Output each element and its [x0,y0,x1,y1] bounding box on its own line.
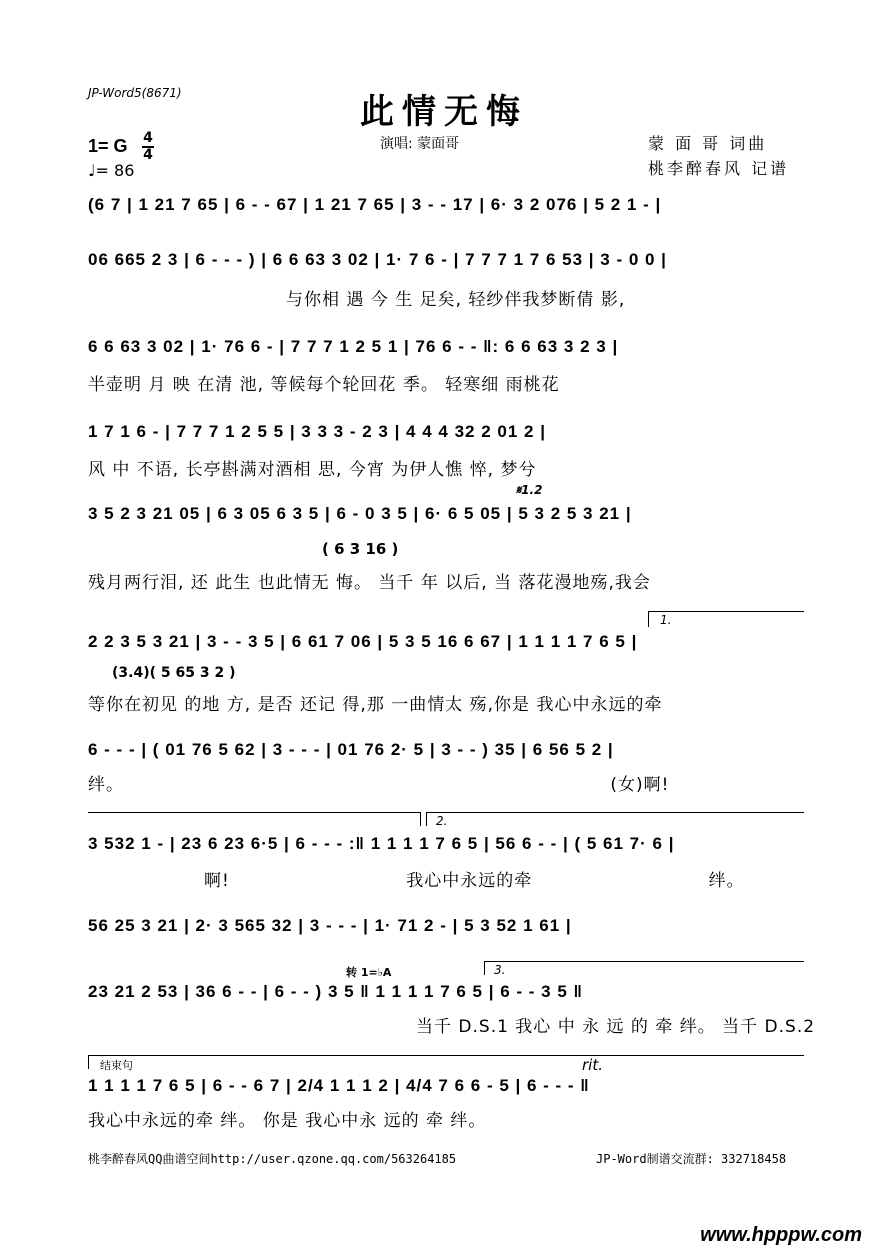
ending-3-label: 3. [494,963,506,977]
score-row-5-notes: 3 5 2 3 21 05 | 6 3 05 6 3 5 | 6 - 0 3 5 | 6· 6 5 05 | 5 3 2 5 3 21 | [88,504,632,523]
score-row-10-lyrics: 当千 D.S.1 我心 中 永 远 的 牵 绊。 当千 D.S.2 [416,1017,816,1037]
ending-1-label: 1. [660,613,672,627]
score-row-11-notes: 1 1 1 1 7 6 5 | 6 - - 6 7 | 2/4 1 1 1 2 | 4/4 7 6 6 - 5 | 6 - - - ‖ [88,1076,590,1095]
score-row-8-lyrics: 啊! 我心中永远的牵 绊。 [204,871,745,891]
software-label: JP-Word5(8671) [88,86,182,100]
score-row-5-lyrics: 残月两行泪, 还 此生 也此情无 悔。 当千 年 以后, 当 落花漫地殇,我会 [88,573,651,593]
time-numerator: 4 [143,130,153,146]
coda-label: 结束句 [100,1059,133,1072]
time-signature [142,132,154,162]
ending-1-bracket-tick [648,611,649,627]
score-row-7-notes: 6 - - - | ( 01 76 5 62 | 3 - - - | 01 76 2· 5 | 3 - - ) 35 | 6 56 5 2 | [88,740,614,759]
song-title: 此情无悔 [360,92,528,132]
ending-3-bracket [484,961,804,962]
ending-2-bracket [426,812,804,813]
score-row-10-notes: 23 21 2 53 | 36 6 - - | 6 - - ) 3 5 ‖ 1 1 1 1 7 6 5 | 6 - - 3 5 ‖ [88,982,583,1001]
key-signature: 1= G [88,136,128,156]
score-row-3-notes: 6 6 63 3 02 | 1· 76 6 - | 7 7 7 1 2 5 1 | 76 6 - - ‖: 6 6 63 3 2 3 | [88,337,619,356]
score-row-4-notes: 1 7 1 6 - | 7 7 7 1 2 5 5 | 3 3 3 - 2 3 | 4 4 4 32 2 01 2 | [88,422,546,441]
score-row-8-notes: 3 532 1 - | 23 6 23 6·5 | 6 - - - :‖ 1 1 1 1 7 6 5 | 56 6 - - | ( 5 61 7· 6 | [88,834,675,853]
ending-1-bracket-cont [88,812,420,813]
score-row-7-lyrics: 绊。 (女)啊! [88,775,670,795]
footer-right-credit: JP-Word制谱交流群: 332718458 [596,1152,787,1166]
segno-mark: 𝄋1.2 [516,483,543,497]
score-row-9-notes: 56 25 3 21 | 2· 3 565 32 | 3 - - - | 1· 71 2 - | 5 3 52 1 61 | [88,916,572,935]
ending-2-label: 2. [436,814,448,828]
ending-1-bracket [648,611,804,612]
tempo-mark: ♩= 86 [88,161,135,180]
site-watermark: www.hpppw.com [700,1224,862,1246]
ending-3-bracket-tick [484,961,485,975]
score-row-2-notes: 06 665 2 3 | 6 - - - ) | 6 6 63 3 02 | 1· 7 6 - | 7 7 7 1 7 6 53 | 3 - 0 0 | [88,250,667,269]
singer-credit: 演唱: 蒙面哥 [380,136,460,152]
score-row-11-lyrics: 我心中永远的牵 绊。 你是 我心中永 远的 牵 绊。 [88,1111,487,1131]
coda-bracket [88,1055,804,1056]
alt-notes-2: (3.4)( 5 65 3 2 ) [112,665,236,681]
rit-mark: rit. [582,1056,603,1074]
footer-left-credit: 桃李醉春风QQ曲谱空间http://user.qzone.qq.com/563264185 [88,1152,457,1166]
score-row-1-notes: (6 7 | 1 21 7 65 | 6 - - 67 | 1 21 7 65 | 3 - - 17 | 6· 3 2 076 | 5 2 1 - | [88,195,662,214]
score-row-3-lyrics: 半壶明 月 映 在清 池, 等候每个轮回花 季。 轻寒细 雨桃花 [88,375,560,395]
modulation-mark: 转 1=♭A [346,966,392,979]
ending-2-bracket-tick [426,812,427,826]
ending-1-bracket-end [420,812,421,826]
alt-notes-1: ( 6 3 16 ) [322,540,399,558]
score-row-2-lyrics: 与你相 遇 今 生 足矣, 轻纱伴我梦断倩 影, [286,290,626,310]
score-row-6-lyrics: 等你在初见 的地 方, 是否 还记 得,那 一曲情太 殇,你是 我心中永远的牵 [88,695,663,715]
score-row-4-lyrics: 风 中 不语, 长亭斟满对酒相 思, 今宵 为伊人憔 悴, 梦兮 [88,460,537,480]
transcriber-credit: 桃李醉春风 记谱 [648,159,790,178]
composer-credit: 蒙 面 哥 词曲 [648,134,768,153]
time-denominator: 4 [143,147,153,163]
score-row-6-notes: 2 2 3 5 3 21 | 3 - - 3 5 | 6 61 7 06 | 5 3 5 16 6 67 | 1 1 1 1 7 6 5 | [88,632,638,651]
coda-bracket-tick [88,1055,89,1069]
